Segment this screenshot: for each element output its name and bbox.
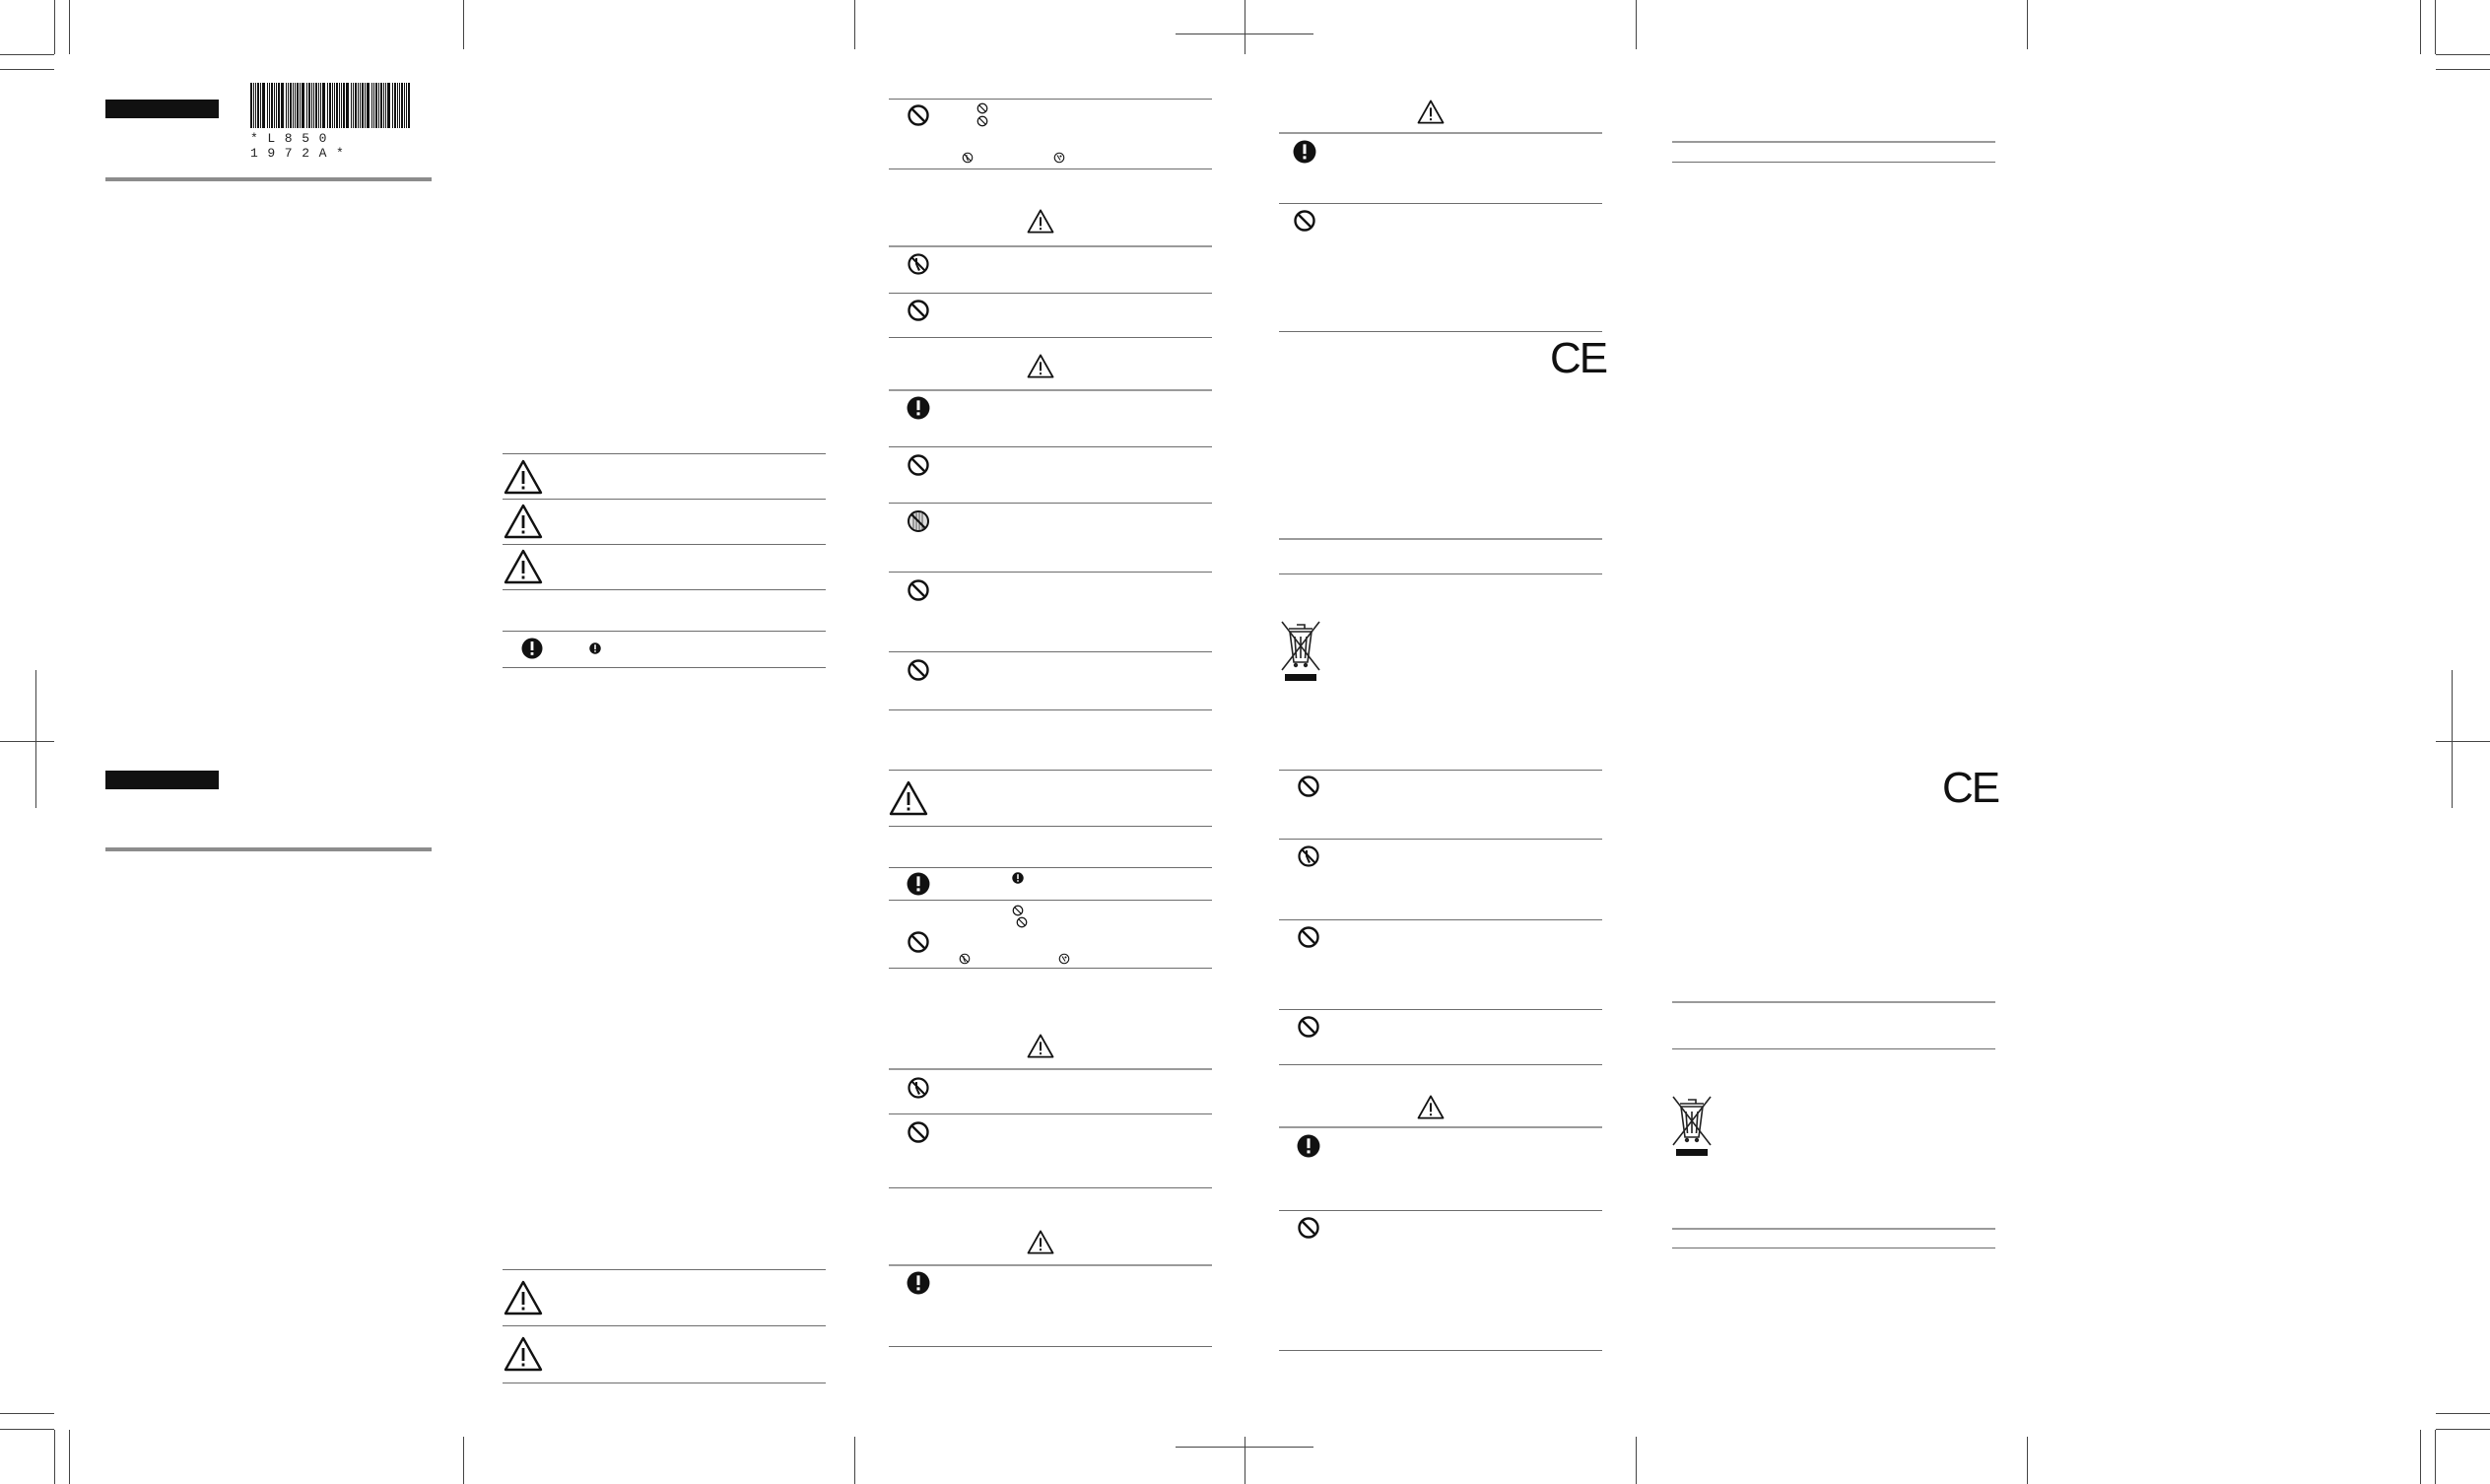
mandatory-action-icon [907, 1271, 930, 1300]
mandatory-action-icon [1293, 140, 1316, 169]
prohibition-icon [1297, 1216, 1320, 1245]
mandatory-action-icon [907, 872, 930, 901]
prohibition-icon [1293, 209, 1316, 237]
prohibition-icon [907, 103, 930, 132]
prohibition-icon [907, 299, 930, 327]
mandatory-action-icon-small [589, 641, 601, 659]
mandatory-action-icon [1297, 1134, 1320, 1163]
warning-triangle-icon [504, 459, 543, 500]
mandatory-action-icon [521, 638, 543, 664]
prohibition-icon [907, 658, 930, 687]
ce-mark: CE [1550, 334, 1607, 382]
warning-triangle-icon [1027, 1230, 1054, 1259]
prohibition-icon [976, 114, 988, 132]
warning-triangle-icon [504, 549, 543, 589]
prohibition-icon [1297, 925, 1320, 954]
warning-triangle-icon [504, 1336, 543, 1377]
warning-triangle-icon [1417, 1095, 1445, 1124]
prohibition-icon [1297, 1015, 1320, 1044]
warning-triangle-icon [1027, 209, 1054, 238]
handle-with-care-icon [1053, 151, 1065, 169]
cover-rule-bottom [105, 847, 432, 851]
warning-triangle-icon [1027, 1034, 1054, 1063]
warning-triangle-icon [504, 1280, 543, 1320]
mandatory-icon [1012, 871, 1024, 889]
warning-triangle-icon [1417, 100, 1445, 129]
prohibition-icon [907, 930, 930, 959]
barcode [250, 83, 432, 128]
warning-triangle-icon [889, 780, 928, 821]
prohibition-icon [907, 453, 930, 482]
crossed-out-wheelie-bin-icon [1670, 1094, 1714, 1162]
mandatory-action-icon [907, 396, 930, 425]
do-not-disassemble-icon [907, 252, 930, 281]
do-not-disassemble-icon [1297, 844, 1320, 873]
cover-rule-top [105, 177, 432, 181]
warning-triangle-icon [504, 504, 543, 544]
prohibition-icon [907, 1120, 930, 1149]
disassemble-icon [962, 151, 974, 169]
crossed-out-wheelie-bin-icon [1279, 619, 1322, 687]
barcode-number: *L850 1972A* [250, 131, 354, 161]
prohibition-icon [1297, 775, 1320, 803]
prohibition-icon [1016, 915, 1028, 933]
warning-triangle-icon [1027, 354, 1054, 383]
do-not-disassemble-icon [907, 1076, 930, 1105]
title-bar [105, 100, 219, 118]
section-title-bar [105, 771, 219, 789]
prohibition-icon [907, 578, 930, 607]
do-not-wet-icon [907, 509, 930, 538]
ce-mark: CE [1942, 764, 1999, 812]
